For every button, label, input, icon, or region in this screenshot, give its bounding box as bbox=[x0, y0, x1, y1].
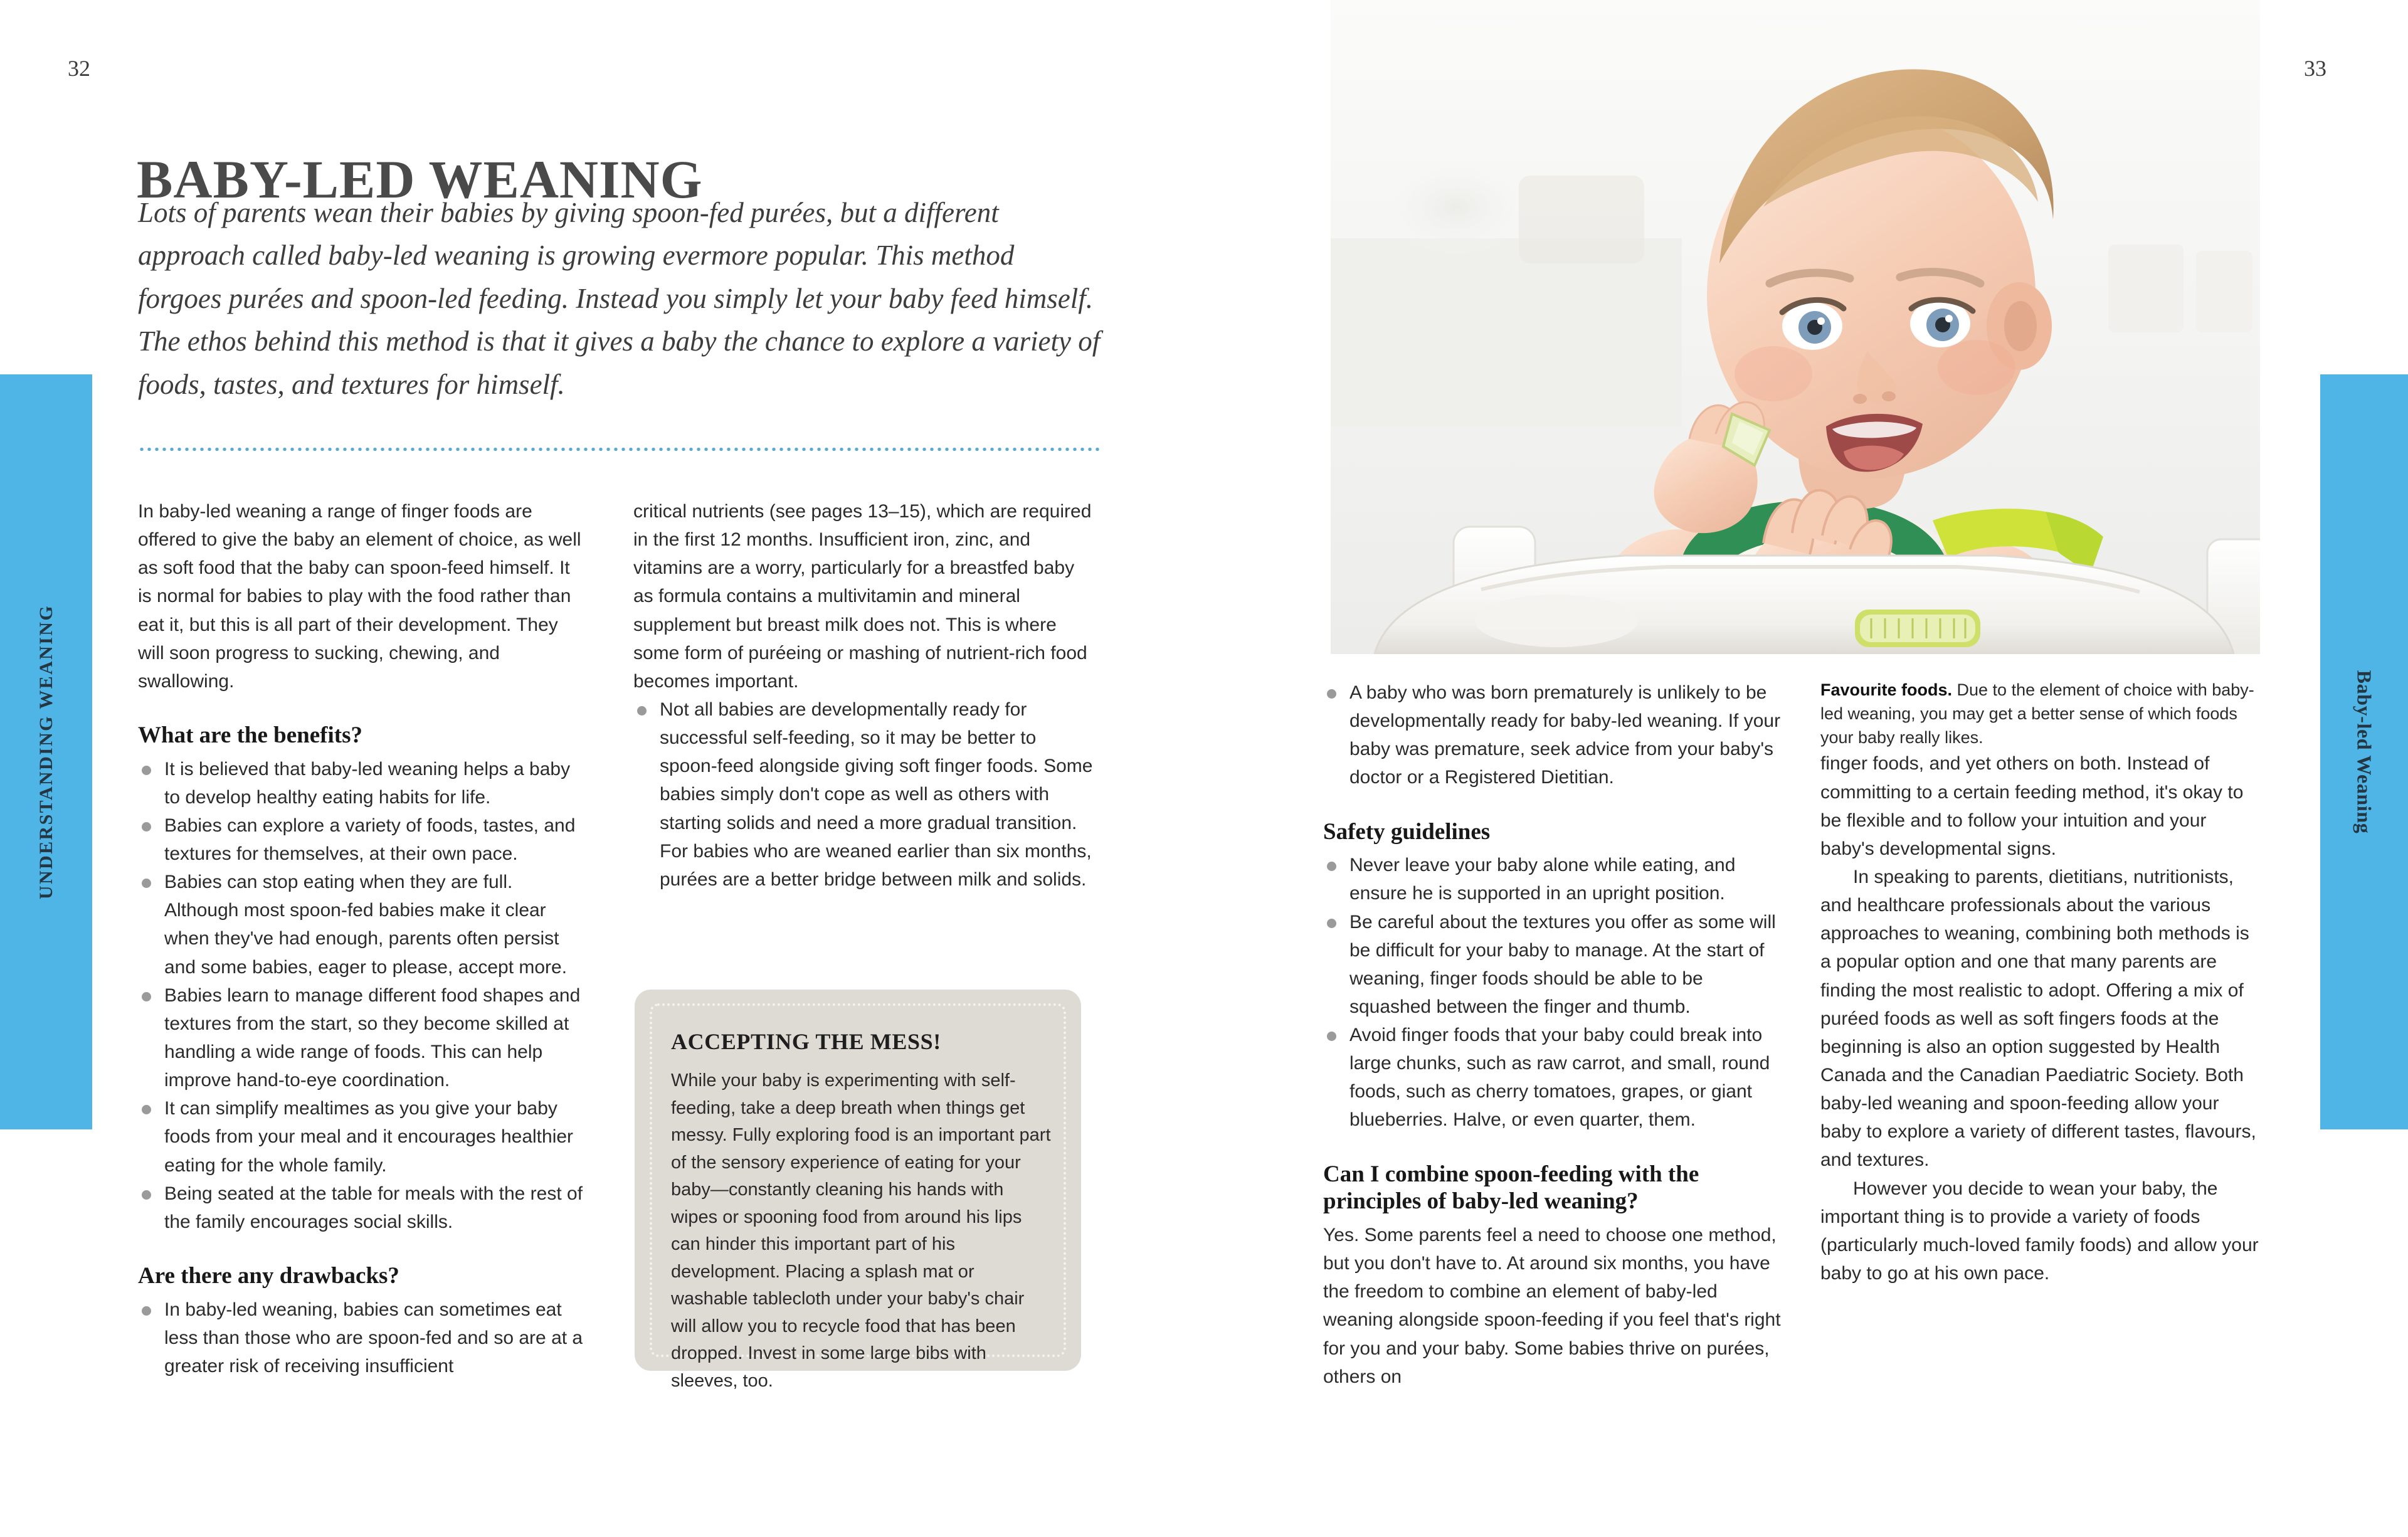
drawbacks-list bbox=[138, 1296, 586, 1380]
standfirst-intro: Lots of parents wean their babies by giving spoon-fed purées, but a different approach called baby-led weaning is growing evermore popular. This method forgoes purées and spoon-led feeding. Instead you simply let your baby feed himself. The ethos behind this method is that it gives a baby the chance to explore a variety of foods, tastes, and textures for himself. bbox=[138, 197, 1101, 400]
chapter-tab-left bbox=[0, 374, 92, 1129]
accepting-the-mess-box bbox=[635, 990, 1081, 1391]
photo-caption-rest: Due to the element of choice with baby-led weaning, you may get a better sense of which foods your baby really likes. bbox=[1820, 680, 2254, 747]
page-title: BABY-LED WEANING bbox=[137, 149, 703, 209]
combine-feeding-body: Yes. Some parents feel a need to choose one method, but you don't have to. At around six months, you have the freedom to combine an element of baby-led weaning alongside spoon-feeding if you feel that's right for you and your baby. Some babies thrive on purées, others on bbox=[1323, 1224, 1781, 1387]
list-item: Never leave your baby alone while eating, and ensure he is supported in an upright position. bbox=[1323, 851, 1784, 907]
intro-paragraph: In baby-led weaning a range of finger foods are offered to give the baby an element of choice, as well as soft food that the baby can spoon-feed himself. It is normal for babies to play with the food rather than eat it, but this is all part of their development. They will soon progress to sucking, chewing, and swallowing. bbox=[138, 501, 581, 692]
combine-feeding-heading: Can I combine spoon-feeding with the principles of baby-led weaning? bbox=[1323, 1161, 1699, 1215]
photo-caption-lead: Favourite foods. bbox=[1820, 680, 1953, 699]
safety-guidelines-list bbox=[1323, 851, 1784, 1134]
left-column-two bbox=[633, 497, 1097, 894]
drawbacks-list-continued bbox=[633, 695, 1097, 894]
body-paragraph: However you decide to wean your baby, the important thing is to provide a variety of foods (particularly much-loved family foods) and allow your baby to go at his own pace. bbox=[1820, 1178, 2259, 1284]
right-column-two bbox=[1820, 679, 2259, 1287]
list-item: Babies can explore a variety of foods, tastes, and textures for themselves, at their own pace. bbox=[138, 811, 586, 868]
benefits-list bbox=[138, 755, 586, 1236]
tint-box-title: ACCEPTING THE MESS! bbox=[671, 1029, 941, 1054]
list-item: Not all babies are developmentally ready for successful self-feeding, so it may be better to spoon-feed alongside giving soft finger foods. Some babies simply don't cope as well as others with starting solids and need a more gradual transition. For babies who are weaned earlier than six months, purées are a better bridge between milk and solids. bbox=[633, 695, 1097, 894]
chapter-tab-right bbox=[2320, 374, 2408, 1129]
chapter-tab-left-label: UNDERSTANDING WEANING bbox=[35, 604, 56, 900]
list-item: It is believed that baby-led weaning helps a baby to develop healthy eating habits for life. bbox=[138, 755, 586, 811]
list-item: Being seated at the table for meals with the rest of the family encourages social skills. bbox=[138, 1180, 586, 1236]
list-item: Be careful about the textures you offer as some will be difficult for your baby to manage. At the start of weaning, finger foods should be able to be squashed between the finger and thumb. bbox=[1323, 908, 1784, 1022]
list-item: It can simplify mealtimes as you give your baby foods from your meal and it encourages healthier eating for the whole family. bbox=[138, 1094, 586, 1179]
dotted-divider bbox=[138, 447, 1101, 452]
photo-caption bbox=[1820, 679, 2259, 749]
premature-note-list bbox=[1323, 679, 1784, 792]
baby-in-highchair-photo bbox=[1331, 0, 2260, 654]
body-paragraph: In speaking to parents, dietitians, nutritionists, and healthcare professionals about the various approaches to weaning, combining both methods is a popular option and one that many parents are finding the most realistic to adopt. Offering a mix of puréed foods as well as soft fingers foods at the beginning is also an option suggested by Health Canada and the Canadian Paediatric Society. Both baby-led weaning and spoon-feeding allow your baby to explore a variety of different tastes, flavours, and textures. bbox=[1820, 866, 2256, 1171]
safety-guidelines-heading: Safety guidelines bbox=[1323, 818, 1491, 845]
continued-paragraph: critical nutrients (see pages 13–15), which are required in the first 12 months. Insufficient iron, zinc, and vitamins are a worry, particularly for a breastfed baby as formula contains a multivitamin and mineral supplement but breast milk does not. This is where some form of puréeing or mashing of nutrient-rich food becomes important. bbox=[633, 501, 1092, 692]
chapter-tab-right-label: Baby-led Weaning bbox=[2353, 670, 2376, 834]
benefits-heading: What are the benefits? bbox=[138, 722, 362, 748]
page-number-right: 33 bbox=[2304, 56, 2326, 81]
drawbacks-heading: Are there any drawbacks? bbox=[138, 1263, 399, 1289]
page-number-left: 32 bbox=[68, 56, 90, 81]
list-item: Babies can stop eating when they are full. Although most spoon-fed babies make it clear when they've had enough, parents often persist and some babies, eager to please, accept more. bbox=[138, 868, 586, 981]
list-item: Babies learn to manage different food shapes and textures from the start, so they become skilled at handling a wide range of foods. This can help improve hand-to-eye coordination. bbox=[138, 981, 586, 1095]
body-paragraph: finger foods, and yet others on both. Instead of committing to a certain feeding method, it's okay to be flexible and to follow your intuition and your baby's developmental signs. bbox=[1820, 753, 2244, 859]
list-item: Avoid finger foods that your baby could break into large chunks, such as raw carrot, and small, round foods, such as cherry tomatoes, grapes, or giant blueberries. Halve, or even quarter, them. bbox=[1323, 1021, 1784, 1134]
right-column-one bbox=[1323, 679, 1784, 1391]
list-item: In baby-led weaning, babies can sometimes eat less than those who are spoon-fed and so are at a greater risk of receiving insufficient bbox=[138, 1296, 586, 1380]
left-column-one bbox=[138, 497, 586, 1380]
tint-box-body: While your baby is experimenting with self-feeding, take a deep breath when things get messy. Fully exploring food is an important part of the sensory experience of eating for your baby—constantly cleaning his hands with wipes or spooning food from around his lips can hinder this important part of his development. Placing a splash mat or washable tablecloth under your baby's chair will allow you to recycle food that has been dropped. Invest in some large bibs with sleeves, too. bbox=[671, 1070, 1051, 1391]
list-item: A baby who was born prematurely is unlikely to be developmentally ready for baby-led weaning. If your baby was premature, seek advice from your baby's doctor or a Registered Dietitian. bbox=[1323, 679, 1784, 792]
